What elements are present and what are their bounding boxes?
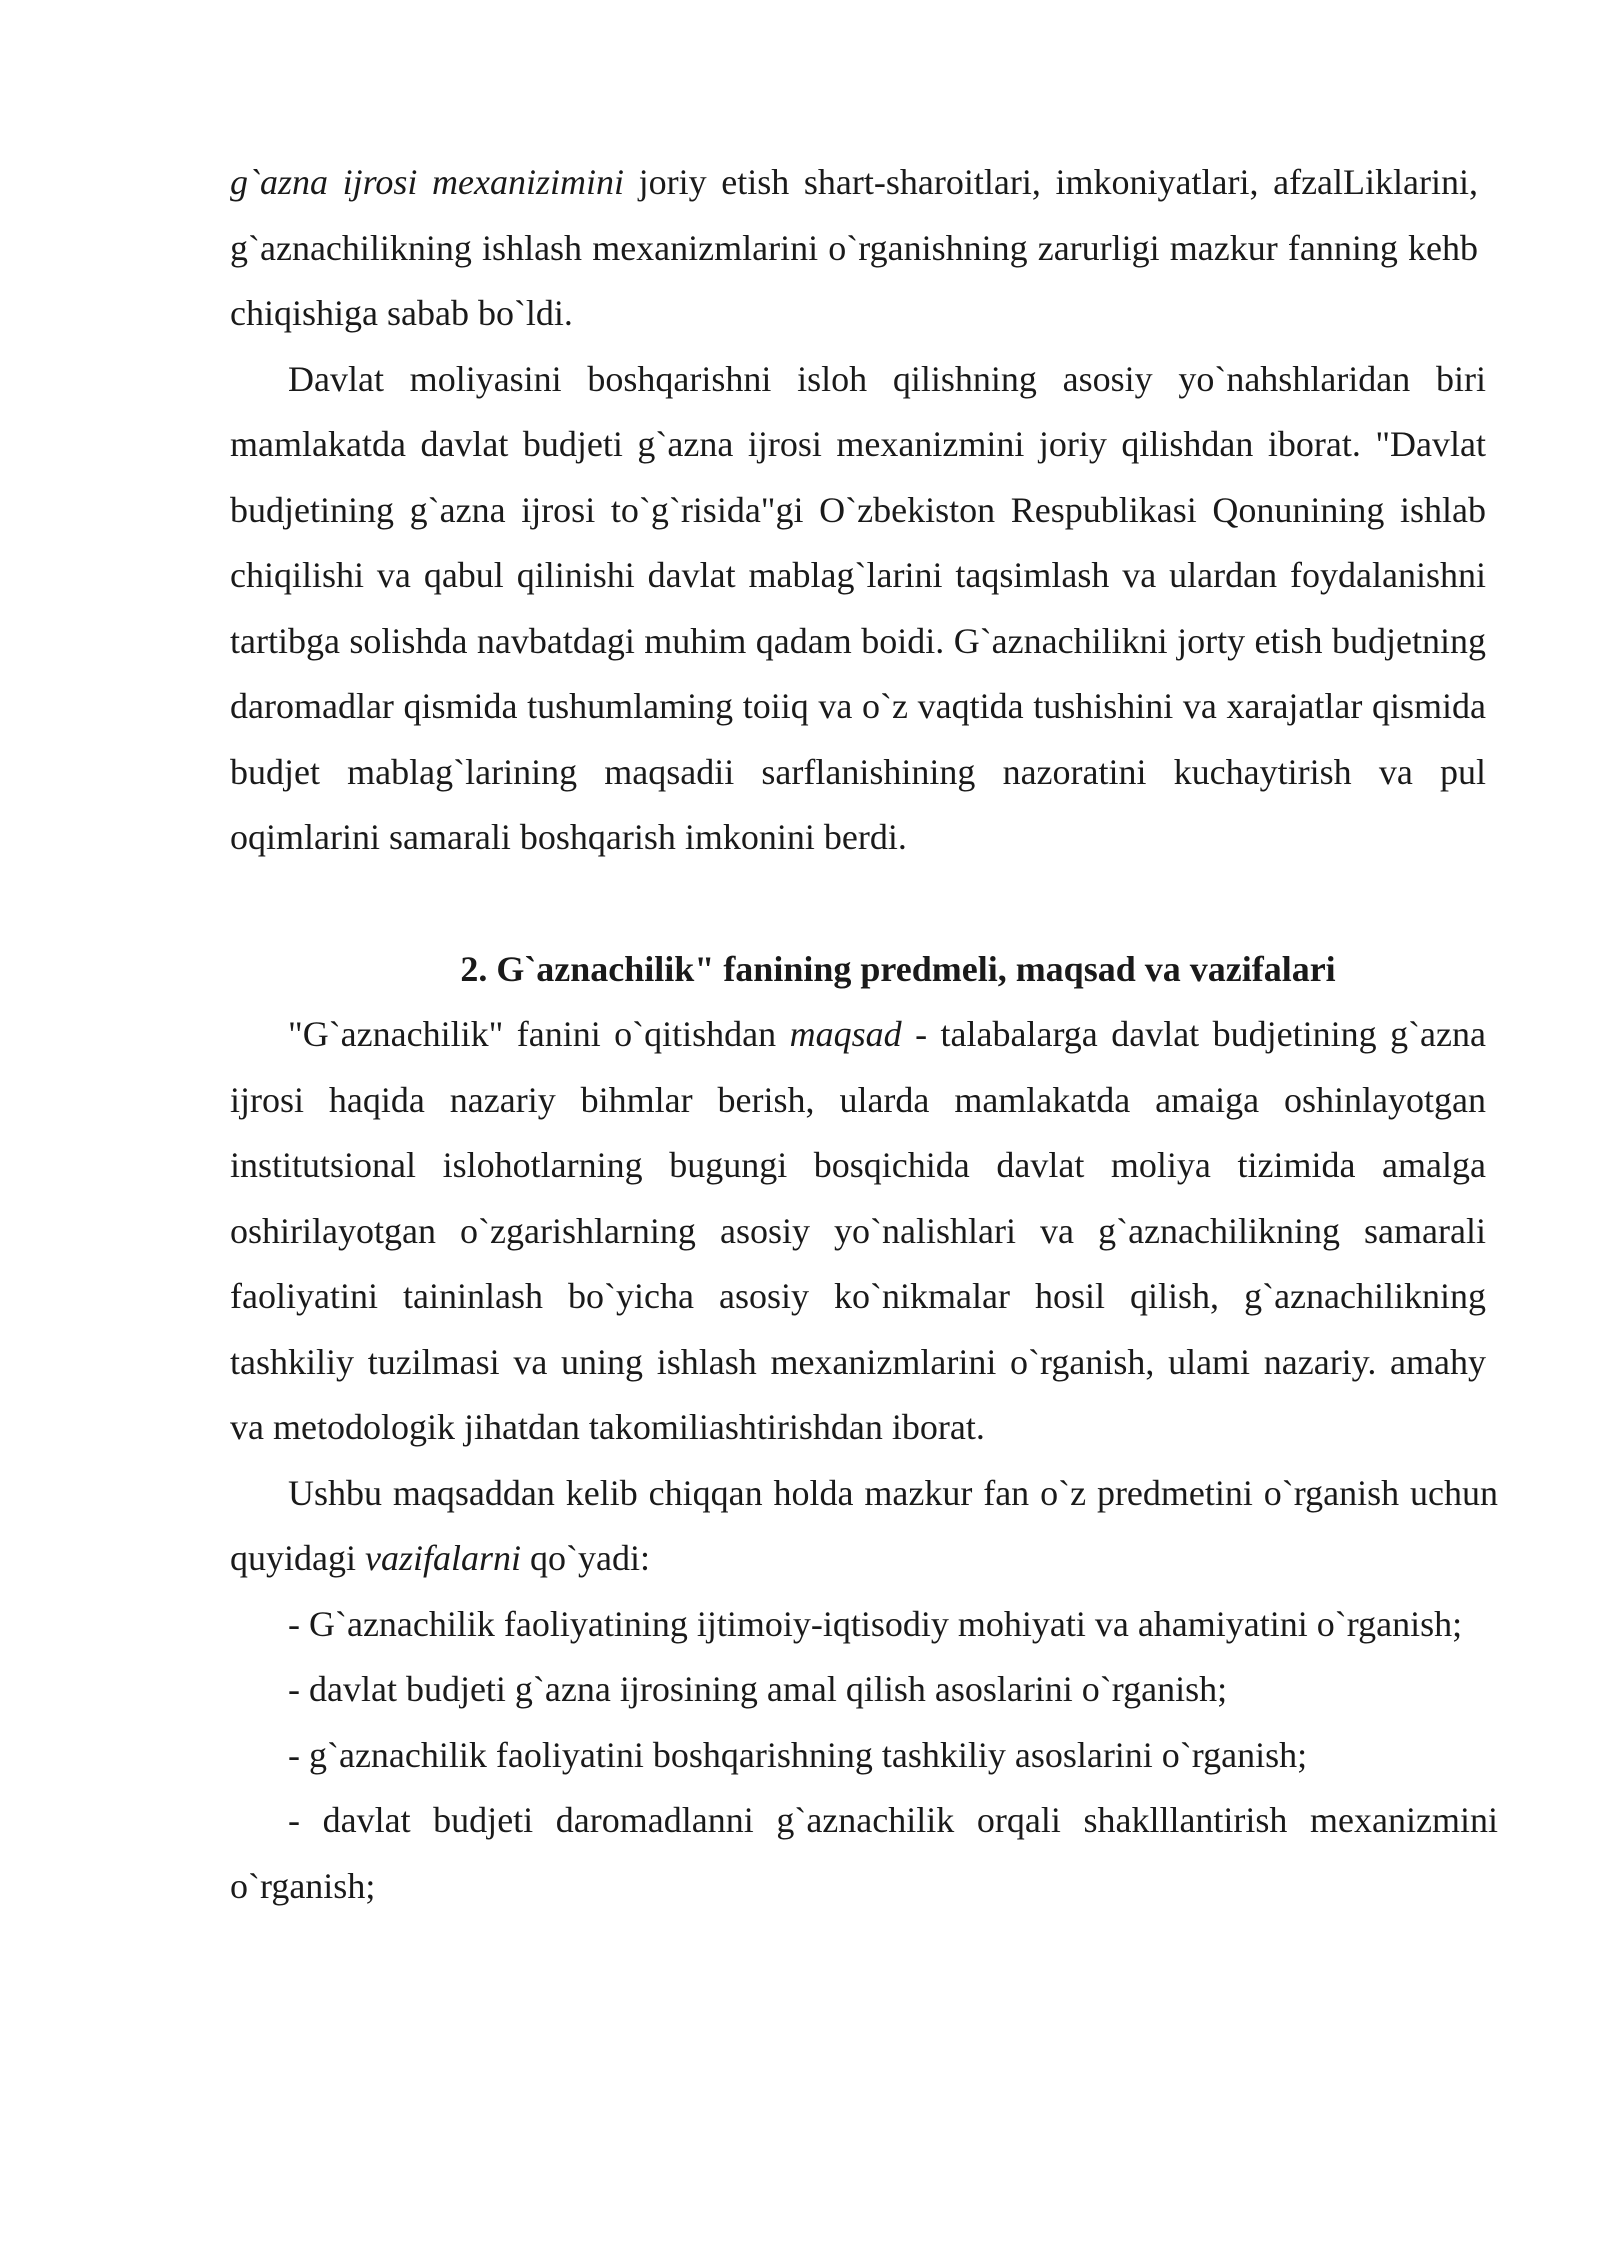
paragraph-4-before: Ushbu maqsaddan kelib chiqqan holda mazkur fan o`z predmetini o`rganish uchun quyidagi (230, 1472, 1498, 1578)
paragraph-3-after: - talabalarga davlat budjetining g`azna ijrosi haqida nazariy bihmlar berish, ularda mamlakatda amaiga oshinlayotgan institutsional islohotlarning bugungi bosqichida davlat moliya tizimida amalga oshirilayotgan o`zgarishlarning asosiy yo`nalishlari va g`aznachilikning samarali faoliyatini taininlash bo`yicha asosiy ko`nikmalar hosil qilish, g`aznachilikning tashkiliy tuzilmasi va uning ishlash mexanizmlarini o`rganish, ulami nazariy. amahy va metodologik jihatdan takomiliashtirishdan iborat. (230, 1014, 1486, 1447)
list-item: - G`aznachilik faoliyatining ijtimoiy-iqtisodiy mohiyati va ahamiyatini o`rganish; (288, 1603, 1463, 1644)
italic-lead-text: g`azna ijrosi mexanizimini (230, 162, 624, 202)
paragraph-4-after: qo`yadi: (521, 1538, 650, 1578)
paragraph-3 (230, 1002, 1486, 1461)
paragraph-1 (230, 150, 1478, 347)
paragraph-3-before: "G`aznachilik" fanini o`qitishdan (288, 1014, 790, 1054)
task-list (230, 1592, 1498, 1920)
list-item: - davlat budjeti daromadlanni g`aznachilik orqali shaklllantirish mexanizmini o`rganish; (230, 1800, 1498, 1906)
list-item: - davlat budjeti g`azna ijrosining amal qilish asoslarini o`rganish; (288, 1669, 1228, 1709)
paragraph-3-italic: maqsad (789, 1014, 902, 1054)
document-page (230, 150, 1498, 1919)
list-item: - g`aznachilik faoliyatini boshqarishning tashkiliy asoslarini o`rganish; (288, 1734, 1308, 1775)
paragraph-4-italic: vazifalarni (364, 1538, 521, 1578)
section-heading: 2. G`aznachilik" fanining predmeli, maqsad va vazifalari (460, 948, 1336, 989)
paragraph-1-text: joriy etish shart-sharoitlari, imkoniyatlari, afzalLiklarini, g`aznachilikning ishlash mexanizmlarini o`rganishning zarurligi mazkur fanning kehb chiqishiga sabab bo`ldi. (230, 162, 1478, 333)
paragraph-4 (230, 1461, 1498, 1592)
paragraph-2: Davlat moliyasini boshqarishni isloh qilishning asosiy yo`nahshlaridan biri mamlakatda davlat budjeti g`azna ijrosi mexanizmini joriy qilishdan iborat. "Davlat budjetining g`azna ijrosi to`g`risida"gi O`zbekiston Respublikasi Qonunining ishlab chiqilishi va qabul qilinishi davlat mablag`larini taqsimlash va ulardan foydalanishni tartibga solishda navbatdagi muhim qadam boidi. G`aznachilikni jorty etish budjetning daromadlar qismida tushumlaming toiiq va o`z vaqtida tushishini va xarajatlar qismida budjet mablag`larining maqsadii sarflanishining nazoratini kuchaytirish va pul oqimlarini samarali boshqarish imkonini berdi. (230, 358, 1486, 857)
